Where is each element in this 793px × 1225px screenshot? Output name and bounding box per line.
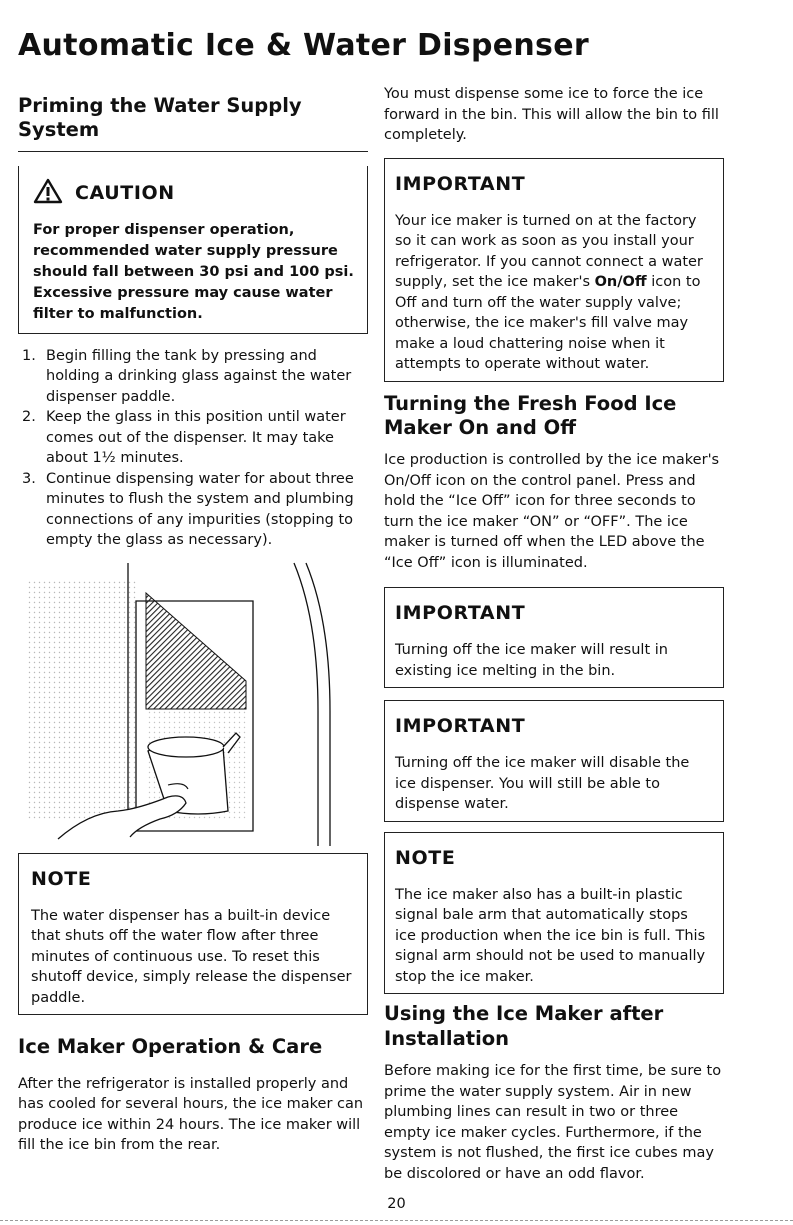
important-heading: IMPORTANT — [395, 602, 526, 625]
caution-label: CAUTION — [75, 181, 175, 204]
note-box-left — [18, 853, 368, 1016]
left-column — [18, 90, 368, 1156]
ice-care-heading: Ice Maker Operation & Care — [18, 1035, 323, 1059]
note-text: The ice maker also has a built-in plastic signal bale arm that automatically stops ice production when the ice bin is full. This signal arm should not be used to manually stop the ice maker. — [395, 886, 706, 985]
caution-header — [33, 178, 357, 208]
note-heading: NOTE — [395, 846, 456, 869]
intro-text: You must dispense some ice to force the ice forward in the bin. This will allow the bin to fill completely. — [384, 86, 719, 143]
page-number: 20 — [387, 1196, 406, 1212]
right-column — [384, 86, 724, 1184]
after-install-text: Before making ice for the first time, be sure to prime the water supply system. Air in new plumbing lines can result in two or three empty ice maker cycles. Furthermore, if the system is not flushed, the first ice cubes may be discolored or have an odd flavor. — [384, 1063, 722, 1182]
ice-care-text: After the refrigerator is installed properly and has cooled for several hours, the ice maker can produce ice within 24 hours. The ice maker will fill the ice bin from the rear. — [18, 1075, 364, 1154]
bottom-rule — [0, 1220, 793, 1221]
list-item: 1. Begin filling the tank by pressing and holding a drinking glass against the water dispenser paddle. — [22, 347, 352, 405]
list-item: 3. Continue dispensing water for about three minutes to flush the system and plumbing connections of any impurities (stopping to empty the glass as necessary). — [22, 470, 354, 549]
important-box-3 — [384, 700, 724, 822]
list-item: 2. Keep the glass in this position until water comes out of the dispenser. It may take about 1½ minutes. — [22, 409, 346, 467]
turning-text: Ice production is controlled by the ice maker's On/Off icon on the control panel. Press and hold the “Ice Off” icon for three seconds to turn the ice maker “ON” or “OFF”. The ice maker is turned off when the LED above the “Ice Off” icon is illuminated. — [384, 452, 720, 571]
warning-triangle-icon — [33, 178, 63, 208]
note-box-right — [384, 832, 724, 995]
note-heading: NOTE — [31, 867, 92, 890]
important-heading: IMPORTANT — [395, 715, 526, 738]
heading-rule — [18, 151, 368, 152]
priming-steps — [18, 346, 368, 551]
important-box-1 — [384, 158, 724, 382]
important-text: Turning off the ice maker will disable the ice dispenser. You will still be able to dispense water. — [395, 755, 690, 813]
caution-text: For proper dispenser operation, recommended water supply pressure should fall between 30 psi and 100 psi. Excessive pressure may cause water filter to malfunction. — [33, 221, 354, 322]
important-text: Turning off the ice maker will result in existing ice melting in the bin. — [395, 642, 668, 679]
note-text: The water dispenser has a built-in device that shuts off the water flow after three minutes of continuous use. To reset this shutoff device, simply release the dispenser paddle. — [31, 907, 352, 1006]
important-heading: IMPORTANT — [395, 172, 526, 195]
priming-heading: Priming the Water Supply System — [18, 94, 302, 142]
dispenser-illustration — [18, 561, 368, 851]
after-install-heading: Using the Ice Maker after Installation — [384, 1002, 664, 1050]
important-box-2 — [384, 587, 724, 688]
caution-box — [18, 166, 368, 334]
page-title: Automatic Ice & Water Dispenser — [18, 28, 589, 63]
important-text: Your ice maker is turned on at the factory so it can work as soon as you install your refrigerator. If you cannot connect a water supply, set the ice maker's On/Off icon to Off and turn off the water supply valve; otherwise, the ice maker's fill valve may make a loud chattering noise when it attempts to operate without water. — [395, 212, 703, 372]
turning-heading: Turning the Fresh Food Ice Maker On and Off — [384, 391, 677, 439]
